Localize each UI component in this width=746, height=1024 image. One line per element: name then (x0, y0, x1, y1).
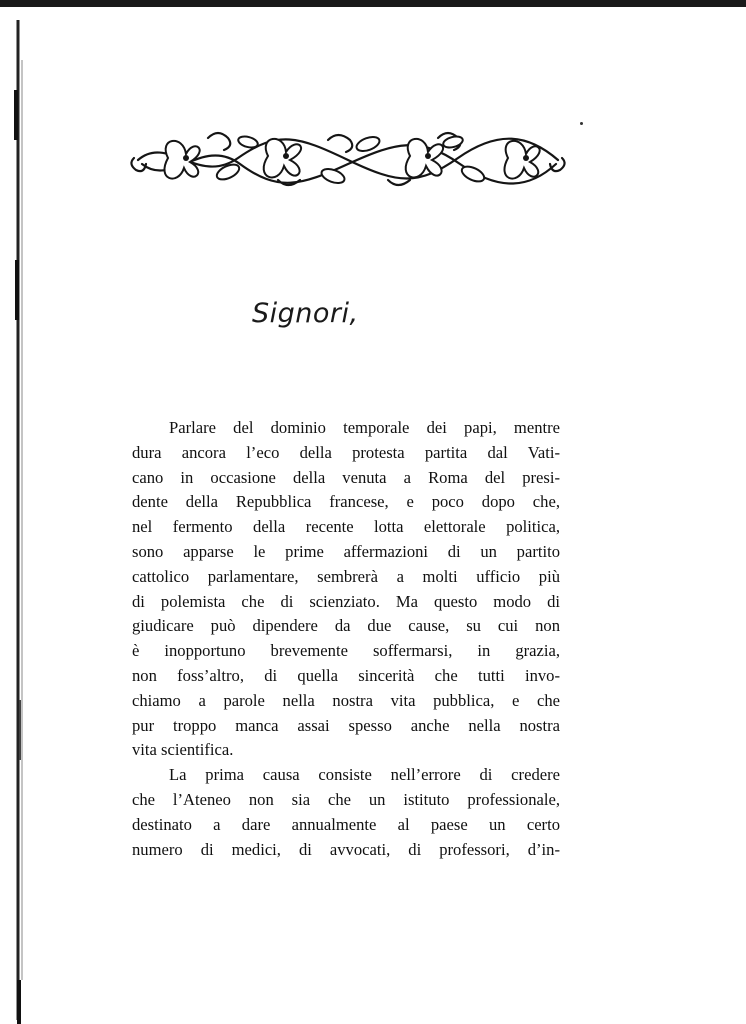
text-line: è inopportuno brevemente soffermarsi, in grazia, (132, 641, 560, 661)
text-line: destinato a dare annualmente al paese un certo (132, 814, 560, 834)
text-line: che l’Ateneo non sia che un istituto professionale, (132, 789, 560, 809)
text-line: sono apparse le prime affermazioni di un partito (132, 541, 560, 561)
text-line: numero di medici, di avvocati, di professori, d’in- (132, 839, 560, 859)
text-line: dura ancora l’eco della protesta partita dal Vati- (132, 442, 560, 462)
text-line: vita scientifica. (132, 740, 234, 760)
text-line: cano in occasione della venuta a Roma del presi- (132, 467, 560, 487)
floral-vine-headpiece-icon (128, 128, 568, 192)
page-heading: Signori, (252, 298, 359, 329)
paragraph (132, 416, 560, 763)
text-line: La prima causa consiste nell’errore di credere (169, 765, 560, 785)
text-line: giudicare può dipendere da due cause, su cui non (132, 616, 560, 636)
text-line: pur troppo manca assai spesso anche nella nostra (132, 715, 560, 735)
text-line: Parlare del dominio temporale dei papi, mentre (169, 418, 560, 437)
text-line: non foss’altro, di quella sincerità che tutti invo- (132, 665, 560, 685)
page-top-edge (0, 0, 746, 7)
text-line: di polemista che di scienziato. Ma questo modo di (132, 591, 560, 611)
text-line: dente della Repubblica francese, e poco dopo che, (132, 492, 560, 512)
paragraph (132, 763, 560, 862)
text-line: cattolico parlamentare, sembrerà a molti ufficio più (132, 566, 560, 586)
paper-speck (580, 122, 583, 125)
text-line: nel fermento della recente lotta elettorale politica, (132, 517, 560, 537)
binding-edge (0, 0, 34, 1024)
text-line: chiamo a parole nella nostra vita pubblica, e che (132, 690, 560, 710)
body-text (132, 416, 560, 862)
